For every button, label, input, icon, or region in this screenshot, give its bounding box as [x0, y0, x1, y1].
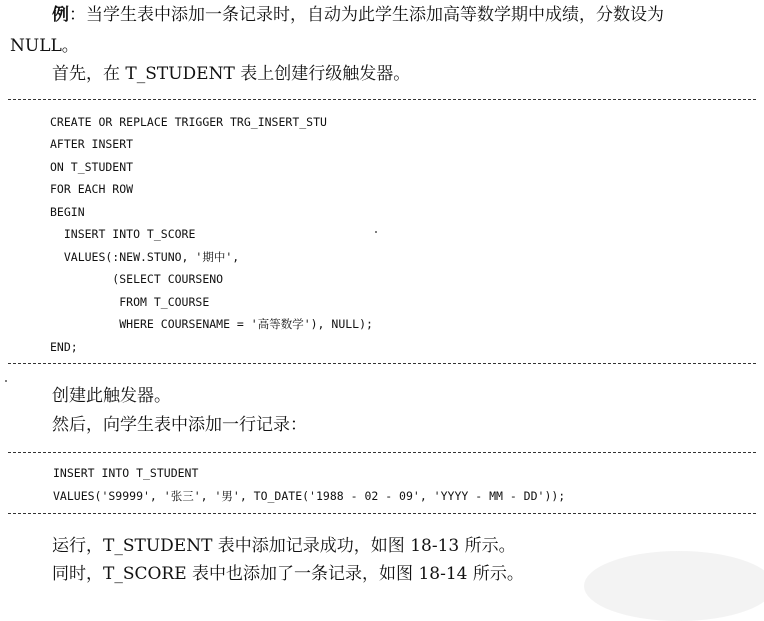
code-line: END; — [50, 340, 78, 354]
watermark — [584, 551, 764, 621]
code-line: FROM T_COURSE — [50, 295, 210, 309]
print-speck — [5, 380, 7, 382]
code-line: VALUES('S9999', '张三', '男', TO_DATE('1988 - 02 - 09', 'YYYY - MM - DD')); — [53, 489, 566, 503]
middle-line-1: 创建此触发器。 — [52, 386, 171, 406]
insert-block-bottom-rule — [8, 513, 756, 514]
code-line: CREATE OR REPLACE TRIGGER TRG_INSERT_STU — [50, 115, 327, 129]
code-line: FOR EACH ROW — [50, 182, 134, 196]
code-line: INSERT INTO T_STUDENT — [53, 466, 199, 480]
code-block-top-rule — [8, 99, 756, 100]
intro-line-1 — [52, 4, 664, 26]
example-label: 例 — [52, 5, 69, 25]
code-line: INSERT INTO T_SCORE — [50, 227, 196, 241]
outro-line-2: 同时，T_SCORE 表中也添加了一条记录，如图 18-14 所示。 — [52, 564, 524, 584]
middle-line-2: 然后，向学生表中添加一行记录： — [52, 415, 307, 435]
code-line: WHERE COURSENAME = '高等数学'), NULL); — [50, 317, 373, 331]
intro-line-3: 首先，在 T_STUDENT 表上创建行级触发器。 — [52, 64, 411, 84]
code-line: ON T_STUDENT — [50, 160, 134, 174]
print-speck — [375, 231, 377, 233]
code-line: BEGIN — [50, 205, 85, 219]
code-line: (SELECT COURSENO — [50, 272, 224, 286]
insert-block-top-rule — [8, 452, 756, 453]
code-line: AFTER INSERT — [50, 137, 134, 151]
code-block-bottom-rule — [8, 363, 756, 364]
intro-line-2: NULL。 — [10, 36, 79, 56]
code-line: VALUES(:NEW.STUNO, '期中', — [50, 250, 240, 264]
intro-text: ：当学生表中添加一条记录时，自动为此学生添加高等数学期中成绩，分数设为 — [69, 5, 664, 25]
outro-line-1: 运行，T_STUDENT 表中添加记录成功，如图 18-13 所示。 — [52, 536, 516, 556]
